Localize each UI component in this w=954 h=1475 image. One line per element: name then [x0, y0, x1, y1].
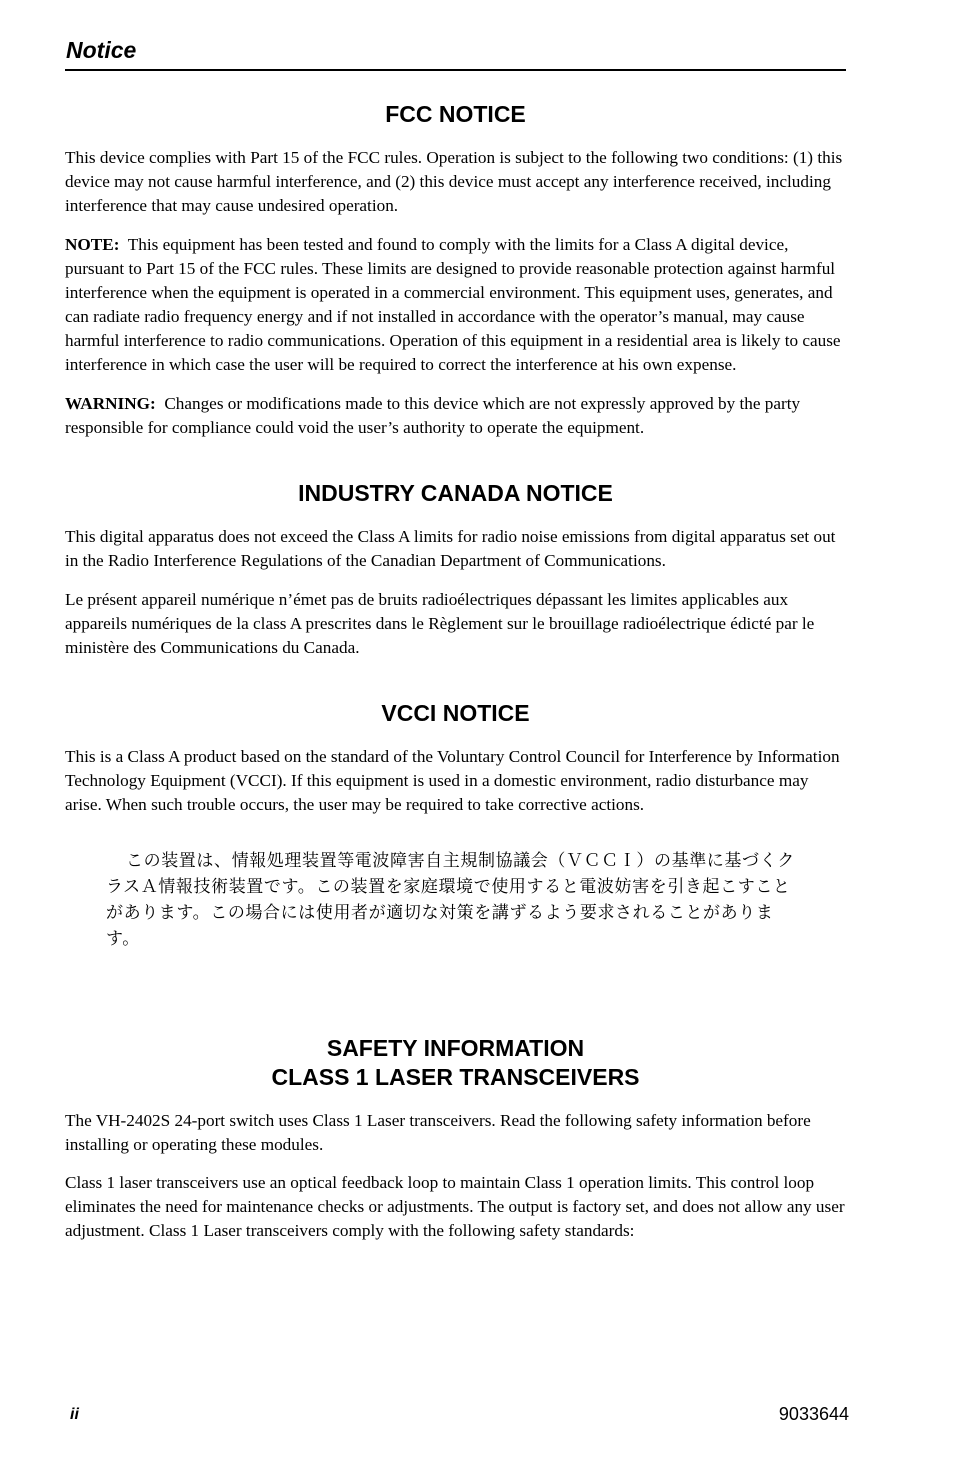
header-divider: [65, 69, 846, 71]
note-text: This equipment has been tested and found to comply with the limits for a Class A digital device, pursuant to Part 15 of the FCC rules. These limits are designed to provide reasonable protection against harmful interference when the equipment is operated in a commercial environment. This equipment uses, generates, and can radiate radio frequency energy and if not installed in accordance with the operator’s manual, may cause harmful interference to radio communications. Operation of this equipment in a residential area is likely to cause interference in which case the user will be required to correct the interference at his own expense.: [65, 235, 841, 374]
document-number: 9033644: [778, 1404, 849, 1424]
page-number: ii: [70, 1406, 79, 1423]
document-body: [65, 100, 846, 1243]
fcc-warning-paragraph: [65, 392, 846, 440]
note-label: NOTE:: [65, 235, 120, 254]
page-header-title: Notice: [66, 37, 137, 63]
warning-text: Changes or modifications made to this device which are not expressly approved by the party responsible for compliance could void the user’s authority to operate the equipment.: [65, 394, 801, 437]
laser-transceivers-heading: CLASS 1 LASER TRANSCEIVERS: [271, 1064, 640, 1090]
laser-details-paragraph: Class 1 laser transceivers use an optical feedback loop to maintain Class 1 operation limits. This control loop eliminates the need for maintenance checks or adjustments. The output is factory set, and does not allow any user adjustment. Class 1 Laser transceivers comply with the following safety standards:: [65, 1173, 845, 1240]
fcc-note-paragraph: [65, 233, 846, 377]
fcc-compliance-paragraph: This device complies with Part 15 of the FCC rules. Operation is subject to the following two conditions: (1) this device may not cause harmful interference, and (2) this device must accept any interference received, including interference that may cause undesired operation.: [65, 148, 843, 215]
warning-label: WARNING:: [65, 394, 156, 413]
fcc-notice-heading: FCC NOTICE: [385, 101, 526, 127]
canada-english-paragraph: This digital apparatus does not exceed the Class A limits for radio noise emissions from digital apparatus set out in the Radio Interference Regulations of the Canadian Department of Communications.: [65, 527, 836, 570]
safety-intro-paragraph: The VH-2402S 24-port switch uses Class 1 Laser transceivers. Read the following safety information before installing or operating these modules.: [65, 1111, 811, 1154]
safety-information-heading: SAFETY INFORMATION: [326, 1035, 585, 1061]
industry-canada-heading: INDUSTRY CANADA NOTICE: [298, 480, 613, 506]
canada-french-paragraph: Le présent appareil numérique n’émet pas de bruits radioélectriques dépassant les limites applicables aux appareils numériques de la class A prescrites dans le Règlement sur le brouillage radioélectrique édicté par le ministère des Communications du Canada.: [65, 590, 815, 657]
vcci-japanese-paragraph: この装置は、情報処理装置等電波障害自主規制協議会（ＶＣＣＩ）の基準に基づくクラスＡ情報技術装置です。この装置を家庭環境で使用すると電波妨害を引き起こすことがあります。この場合には使用者が適切な対策を講ずるよう要求されることがあります。: [106, 851, 795, 949]
vcci-english-paragraph: This is a Class A product based on the standard of the Voluntary Control Council for Interference by Information Technology Equipment (VCCI). If this equipment is used in a domestic environment, radio disturbance may arise. When such trouble occurs, the user may be required to take corrective actions.: [65, 747, 840, 814]
vcci-notice-heading: VCCI NOTICE: [381, 700, 530, 726]
